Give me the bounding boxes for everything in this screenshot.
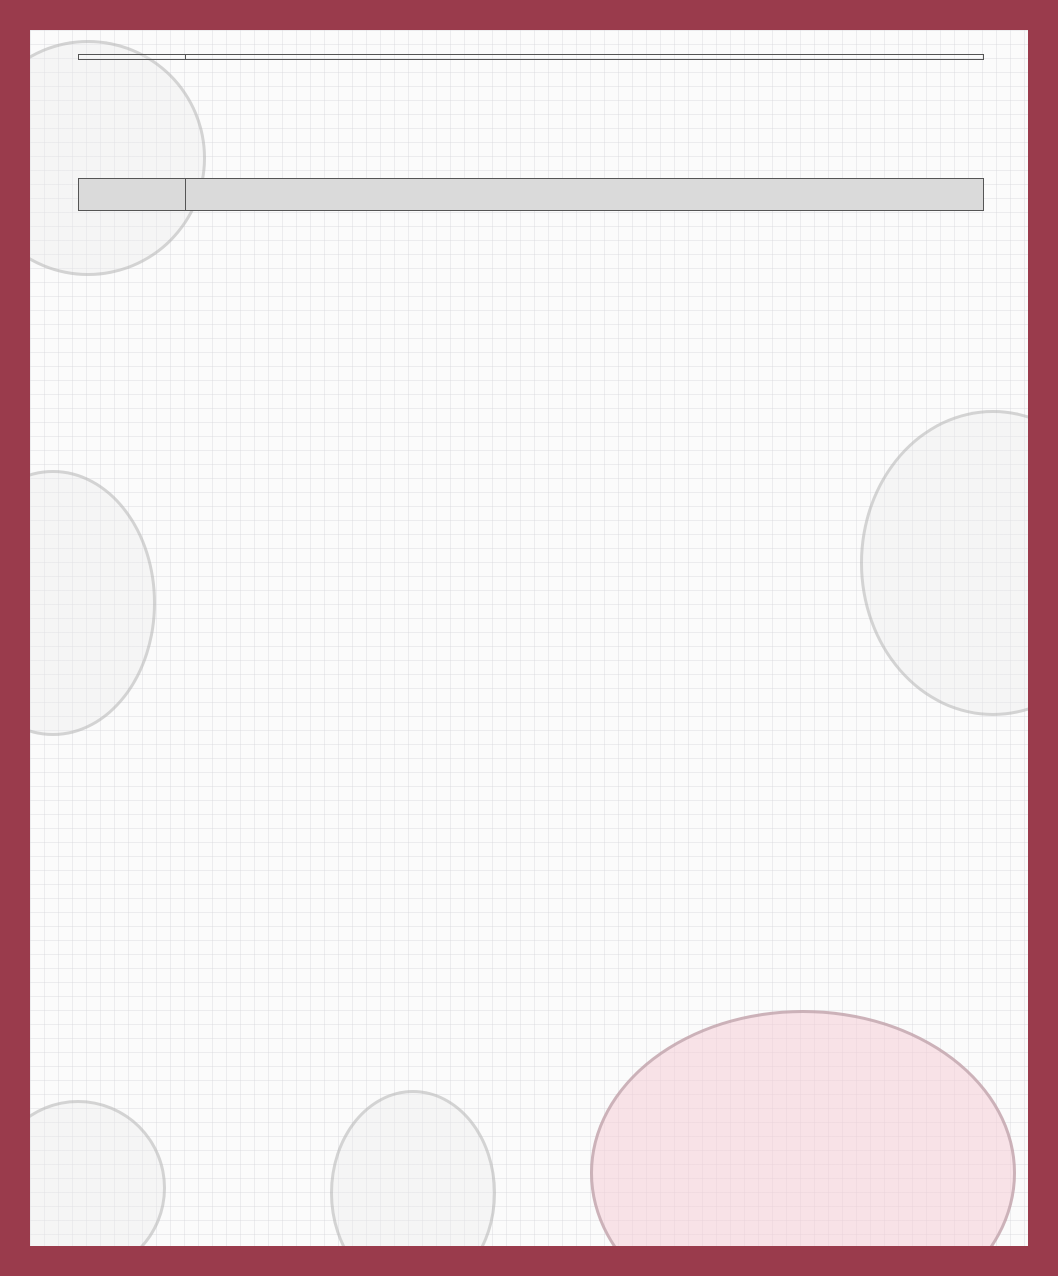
empty-name-cell: [79, 55, 186, 60]
pig-doodle-top-left: [30, 40, 206, 276]
document-page: [30, 30, 1028, 1246]
table-header-row: [79, 179, 984, 211]
pig-doodle-bottom-right: [590, 1010, 1016, 1246]
pig-doodle-right: [860, 410, 1028, 716]
pig-doodle-bottom-left: [30, 1100, 166, 1246]
knowledge-table: [78, 178, 984, 211]
top-content-cell: [186, 55, 984, 60]
pig-doodle-bottom-mid: [330, 1090, 496, 1246]
pig-doodle-left-mid: [30, 470, 156, 736]
header-name-col: [79, 179, 186, 211]
top-continuation-table: [78, 54, 984, 60]
header-content-col: [186, 179, 984, 211]
